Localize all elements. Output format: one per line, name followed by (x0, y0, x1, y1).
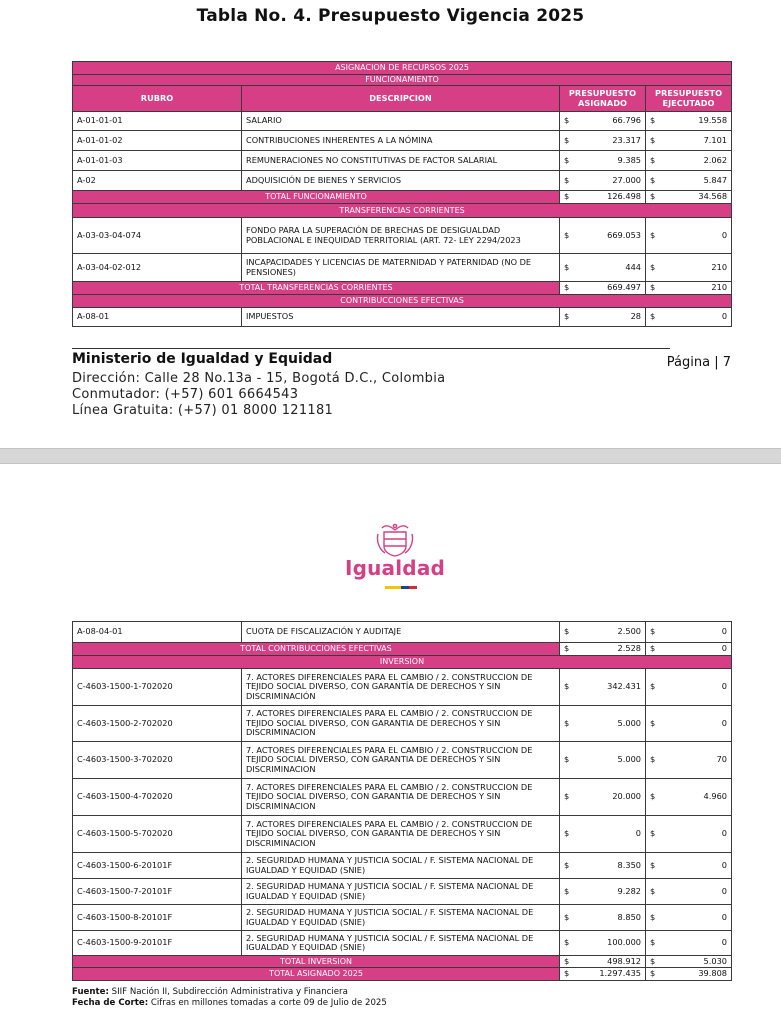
total-row (73, 956, 732, 968)
currency-symbol: $ (650, 154, 656, 165)
table-row (73, 742, 732, 779)
asignado-cell-value: 23.317 (612, 134, 641, 145)
table-title: Tabla No. 4. Presupuesto Vigencia 2025 (196, 6, 585, 26)
asignado-cell (560, 218, 646, 254)
rubro-cell: A-03-03-04-074 (73, 218, 242, 254)
descripcion-cell: ADQUISICIÓN DE BIENES Y SERVICIOS (242, 171, 560, 191)
ejecutado-cell-value: 0 (721, 626, 727, 637)
currency-symbol: $ (650, 955, 656, 966)
currency-symbol: $ (650, 885, 656, 896)
ejecutado-cell-value: 0 (721, 937, 727, 948)
rubro-cell: C-4603-1500-3-702020 (73, 742, 242, 779)
ejecutado-cell (646, 931, 732, 956)
asignado-cell-value: 66.796 (612, 115, 641, 126)
table-row (73, 131, 732, 151)
ejecutado-cell-value: 5.847 (703, 174, 728, 185)
descripcion-cell: IMPUESTOS (242, 308, 560, 327)
asignado-cell (560, 112, 646, 131)
table-row (73, 779, 732, 816)
asignado-cell (560, 308, 646, 327)
currency-symbol: $ (650, 626, 656, 637)
rubro-cell: A-03-04-02-012 (73, 254, 242, 282)
header-asignado: PRESUPUESTO ASIGNADO (560, 86, 646, 112)
ejecutado-cell-value: 70 (716, 754, 727, 765)
descripcion-cell: 7. ACTORES DIFERENCIALES PARA EL CAMBIO / 2. CONSTRUCCION DE TEJIDO SOCIAL DIVERSO, CON GARANTIA DE DERECHOS Y SIN DISCRIMINACION (242, 742, 560, 779)
total-ejecutado-cell-value: 210 (711, 282, 728, 293)
asignado-cell (560, 622, 646, 643)
total-label: TOTAL CONTRIBUCCIONES EFECTIVAS (73, 643, 560, 656)
page-separator (0, 448, 781, 464)
total-label: TOTAL FUNCIONAMIENTO (73, 191, 560, 204)
asignado-cell (560, 131, 646, 151)
currency-symbol: $ (650, 174, 656, 185)
asignado-cell (560, 779, 646, 816)
total-asignado-cell (560, 643, 646, 656)
asignado-cell (560, 254, 646, 282)
flag-stripe (385, 586, 417, 589)
table-row (73, 931, 732, 956)
descripcion-cell: REMUNERACIONES NO CONSTITUTIVAS DE FACTOR SALARIAL (242, 151, 560, 171)
rubro-cell: C-4603-1500-4-702020 (73, 779, 242, 816)
currency-symbol: $ (650, 191, 656, 202)
asignado-cell (560, 853, 646, 879)
table-row (73, 112, 732, 131)
total-asignado-cell-value: 1.297.435 (599, 968, 641, 979)
currency-symbol: $ (650, 115, 656, 126)
total-ejecutado-cell (646, 968, 732, 981)
source-text: SIIF Nación II, Subdirección Administrativa y Financiera (111, 987, 348, 997)
rubro-cell: A-08-01 (73, 308, 242, 327)
asignado-cell-value: 8.350 (617, 859, 641, 870)
asignado-cell-value: 5.000 (617, 754, 641, 765)
table-row (73, 669, 732, 706)
ejecutado-cell (646, 816, 732, 853)
rubro-cell: A-01-01-02 (73, 131, 242, 151)
table-row (73, 218, 732, 254)
table-row (73, 879, 732, 905)
table-row (73, 254, 732, 282)
descripcion-cell: 7. ACTORES DIFERENCIALES PARA EL CAMBIO / 2. CONSTRUCCION DE TEJIDO SOCIAL DIVERSO, CON GARANTIA DE DERECHOS Y SIN DISCRIMINACION (242, 816, 560, 853)
rubro-cell: A-08-04-01 (73, 622, 242, 643)
descripcion-cell: 2. SEGURIDAD HUMANA Y JUSTICIA SOCIAL / F. SISTEMA NACIONAL DE IGUALDAD Y EQUIDAD (SNIE) (242, 931, 560, 956)
logo-wordmark: Igualdad (344, 556, 446, 580)
asignado-cell (560, 905, 646, 931)
currency-symbol: $ (564, 968, 570, 979)
band-transferencias: TRANSFERENCIAS CORRIENTES (73, 204, 732, 218)
currency-symbol: $ (564, 885, 570, 896)
total-ejecutado-cell (646, 643, 732, 656)
currency-symbol: $ (564, 134, 570, 145)
asignado-cell-value: 2.500 (617, 626, 641, 637)
ejecutado-cell (646, 853, 732, 879)
ejecutado-cell-value: 0 (721, 911, 727, 922)
ejecutado-cell (646, 905, 732, 931)
table-row (73, 308, 732, 327)
table-row (73, 622, 732, 643)
currency-symbol: $ (564, 191, 570, 202)
ejecutado-cell (646, 218, 732, 254)
total-ejecutado-cell (646, 282, 732, 295)
total-ejecutado-cell-value: 0 (721, 643, 727, 654)
total-ejecutado-cell-value: 34.568 (698, 191, 728, 202)
asignado-cell-value: 8.850 (617, 911, 641, 922)
descripcion-cell: 7. ACTORES DIFERENCIALES PARA EL CAMBIO / 2. CONSTRUCCION DE TEJIDO SOCIAL DIVERSO, CON GARANTIA DE DERECHOS Y SIN DISCRIMINACION (242, 706, 560, 742)
total-ejecutado-cell (646, 956, 732, 968)
ejecutado-cell (646, 171, 732, 191)
total-ejecutado-cell (646, 191, 732, 204)
band-asignacion: ASIGNACION DE RECURSOS 2025 (73, 62, 732, 75)
total-label: TOTAL ASIGNADO 2025 (73, 968, 560, 981)
currency-symbol: $ (650, 937, 656, 948)
organization-name: Ministerio de Igualdad y Equidad (72, 351, 333, 367)
asignado-cell-value: 28 (630, 311, 641, 322)
currency-symbol: $ (564, 911, 570, 922)
ejecutado-cell (646, 706, 732, 742)
rubro-cell: C-4603-1500-7-20101F (73, 879, 242, 905)
table-row (73, 151, 732, 171)
currency-symbol: $ (650, 791, 656, 802)
ejecutado-cell-value: 0 (721, 885, 727, 896)
currency-symbol: $ (650, 681, 656, 692)
ejecutado-cell-value: 0 (721, 717, 727, 728)
descripcion-cell: SALARIO (242, 112, 560, 131)
rubro-cell: A-01-01-03 (73, 151, 242, 171)
igualdad-logo (340, 522, 450, 594)
rubro-cell: C-4603-1500-5-702020 (73, 816, 242, 853)
total-row (73, 968, 732, 981)
header-descripcion: DESCRIPCION (242, 86, 560, 112)
currency-symbol: $ (564, 937, 570, 948)
currency-symbol: $ (650, 911, 656, 922)
ejecutado-cell-value: 0 (721, 311, 728, 322)
currency-symbol: $ (650, 754, 656, 765)
page-7 (0, 0, 781, 448)
asignado-cell-value: 20.000 (612, 791, 641, 802)
footer-rule (72, 348, 670, 349)
ejecutado-cell (646, 254, 732, 282)
cutoff-line: Fecha de Corte: Cifras en millones tomadas a corte 09 de Julio de 2025 (72, 998, 387, 1008)
currency-symbol: $ (650, 134, 656, 145)
asignado-cell (560, 816, 646, 853)
footer-address: Dirección: Calle 28 No.13a - 15, Bogotá D.C., Colombia (72, 371, 446, 386)
currency-symbol: $ (564, 626, 570, 637)
ejecutado-cell (646, 151, 732, 171)
total-row (73, 191, 732, 204)
descripcion-cell: FONDO PARA LA SUPERACIÓN DE BRECHAS DE DESIGUALDAD POBLACIONAL E INEQUIDAD TERRITORIAL (ART. 72- LEY 2294/2023 (242, 218, 560, 254)
currency-symbol: $ (564, 261, 570, 272)
total-asignado-cell (560, 191, 646, 204)
descripcion-cell: CONTRIBUCIONES INHERENTES A LA NÓMINA (242, 131, 560, 151)
total-asignado-cell-value: 2.528 (617, 643, 641, 654)
ejecutado-cell-value: 19.558 (698, 115, 728, 126)
currency-symbol: $ (564, 681, 570, 692)
total-row (73, 643, 732, 656)
rubro-cell: C-4603-1500-6-20101F (73, 853, 242, 879)
currency-symbol: $ (564, 791, 570, 802)
rubro-cell: A-02 (73, 171, 242, 191)
currency-symbol: $ (564, 229, 570, 240)
total-asignado-cell-value: 669.497 (607, 282, 641, 293)
page-number: Página | 7 (666, 355, 731, 370)
budget-table-part-1 (72, 61, 732, 327)
band-inversion: INVERSION (73, 656, 732, 669)
ejecutado-cell-value: 4.960 (703, 791, 727, 802)
asignado-cell-value: 0 (635, 828, 641, 839)
asignado-cell-value: 9.385 (617, 154, 641, 165)
asignado-cell-value: 342.431 (607, 681, 641, 692)
asignado-cell (560, 742, 646, 779)
ejecutado-cell (646, 308, 732, 327)
budget-table-part-2 (72, 621, 732, 981)
ejecutado-cell-value: 2.062 (703, 154, 728, 165)
ejecutado-cell (646, 131, 732, 151)
currency-symbol: $ (564, 717, 570, 728)
table-row (73, 706, 732, 742)
total-asignado-cell (560, 968, 646, 981)
descripcion-cell: INCAPACIDADES Y LICENCIAS DE MATERNIDAD Y PATERNIDAD (NO DE PENSIONES) (242, 254, 560, 282)
currency-symbol: $ (650, 261, 656, 272)
rubro-cell: A-01-01-01 (73, 112, 242, 131)
currency-symbol: $ (650, 311, 656, 322)
total-asignado-cell (560, 282, 646, 295)
total-label: TOTAL INVERSION (73, 956, 560, 968)
table-row (73, 816, 732, 853)
ejecutado-cell (646, 622, 732, 643)
descripcion-cell: 2. SEGURIDAD HUMANA Y JUSTICIA SOCIAL / F. SISTEMA NACIONAL DE IGUALDAD Y EQUIDAD (SNIE) (242, 905, 560, 931)
rubro-cell: C-4603-1500-2-702020 (73, 706, 242, 742)
header-ejecutado: PRESUPUESTO EJECUTADO (646, 86, 732, 112)
asignado-cell (560, 931, 646, 956)
asignado-cell (560, 151, 646, 171)
asignado-cell-value: 444 (625, 261, 641, 272)
ejecutado-cell (646, 779, 732, 816)
sources-note (72, 987, 387, 1009)
currency-symbol: $ (650, 717, 656, 728)
descripcion-cell: 2. SEGURIDAD HUMANA Y JUSTICIA SOCIAL / F. SISTEMA NACIONAL DE IGUALDAD Y EQUIDAD (SNIE) (242, 853, 560, 879)
currency-symbol: $ (650, 859, 656, 870)
coat-of-arms-icon (340, 522, 450, 558)
rubro-cell: C-4603-1500-1-702020 (73, 669, 242, 706)
currency-symbol: $ (564, 754, 570, 765)
footer-phone: Conmutador: (+57) 601 6664543 (72, 387, 299, 402)
currency-symbol: $ (564, 643, 570, 654)
currency-symbol: $ (564, 311, 570, 322)
footer-toll-free: Línea Gratuita: (+57) 01 8000 121181 (72, 403, 334, 418)
asignado-cell-value: 100.000 (607, 937, 641, 948)
asignado-cell (560, 171, 646, 191)
currency-symbol: $ (564, 282, 570, 293)
asignado-cell (560, 706, 646, 742)
cutoff-text: Cifras en millones tomadas a corte 09 de Julio de 2025 (150, 998, 387, 1008)
currency-symbol: $ (650, 968, 656, 979)
ejecutado-cell (646, 112, 732, 131)
currency-symbol: $ (564, 174, 570, 185)
currency-symbol: $ (564, 154, 570, 165)
currency-symbol: $ (650, 828, 656, 839)
ejecutado-cell (646, 742, 732, 779)
rubro-cell: C-4603-1500-8-20101F (73, 905, 242, 931)
ejecutado-cell-value: 0 (721, 681, 727, 692)
asignado-cell (560, 669, 646, 706)
currency-symbol: $ (650, 643, 656, 654)
total-asignado-cell (560, 956, 646, 968)
ejecutado-cell (646, 669, 732, 706)
currency-symbol: $ (650, 229, 656, 240)
total-ejecutado-cell-value: 39.808 (698, 968, 727, 979)
ejecutado-cell-value: 7.101 (703, 134, 728, 145)
descripcion-cell: 7. ACTORES DIFERENCIALES PARA EL CAMBIO / 2. CONSTRUCCION DE TEJIDO SOCIAL DIVERSO, CON GARANTÍA DE DERECHOS Y SIN DISCRIMINACIÓN (242, 669, 560, 706)
band-contribuciones: CONTRIBUCCIONES EFECTIVAS (73, 295, 732, 308)
total-row (73, 282, 732, 295)
ejecutado-cell (646, 879, 732, 905)
currency-symbol: $ (564, 115, 570, 126)
asignado-cell-value: 669.053 (607, 229, 641, 240)
table-row (73, 905, 732, 931)
asignado-cell-value: 9.282 (617, 885, 641, 896)
currency-symbol: $ (564, 828, 570, 839)
currency-symbol: $ (564, 859, 570, 870)
rubro-cell: C-4603-1500-9-20101F (73, 931, 242, 956)
total-label: TOTAL TRANSFERENCIAS CORRIENTES (73, 282, 560, 295)
table-row (73, 853, 732, 879)
ejecutado-cell-value: 0 (721, 828, 727, 839)
band-funcionamiento: FUNCIONAMIENTO (73, 75, 732, 86)
total-ejecutado-cell-value: 5.030 (703, 955, 727, 966)
descripcion-cell: CUOTA DE FISCALIZACIÓN Y AUDITAJE (242, 622, 560, 643)
table-row (73, 171, 732, 191)
ejecutado-cell-value: 0 (721, 859, 727, 870)
descripcion-cell: 2. SEGURIDAD HUMANA Y JUSTICIA SOCIAL / F. SISTEMA NACIONAL DE IGUALDAD Y EQUIDAD (SNIE) (242, 879, 560, 905)
descripcion-cell: 7. ACTORES DIFERENCIALES PARA EL CAMBIO / 2. CONSTRUCCION DE TEJIDO SOCIAL DIVERSO, CON GARANTIA DE DERECHOS Y SIN DISCRIMINACION (242, 779, 560, 816)
source-line: Fuente: SIIF Nación II, Subdirección Administrativa y Financiera (72, 987, 348, 997)
total-asignado-cell-value: 498.912 (607, 955, 641, 966)
ejecutado-cell-value: 0 (721, 229, 728, 240)
asignado-cell (560, 879, 646, 905)
header-rubro: RUBRO (73, 86, 242, 112)
asignado-cell-value: 5.000 (617, 717, 641, 728)
total-asignado-cell-value: 126.498 (607, 191, 641, 202)
currency-symbol: $ (650, 282, 656, 293)
ejecutado-cell-value: 210 (711, 261, 728, 272)
currency-symbol: $ (564, 955, 570, 966)
asignado-cell-value: 27.000 (612, 174, 641, 185)
